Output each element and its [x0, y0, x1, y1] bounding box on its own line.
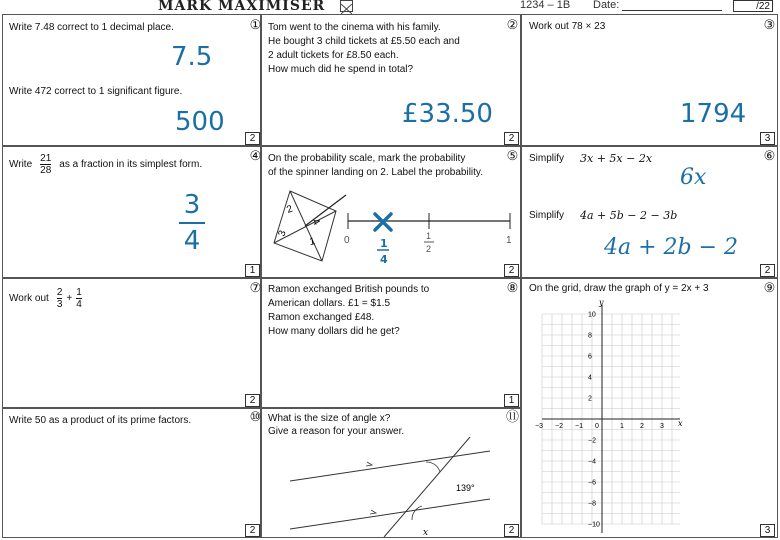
q6-answer-2: 4a + 2b − 2 [604, 235, 739, 260]
q4-frac-den: 28 [40, 165, 52, 176]
q8-line-1: Ramon exchanged British pounds to [268, 284, 430, 295]
q3-text: Work out 78 × 23 [529, 21, 606, 32]
q6-expr-2: 4a + 5b − 2 − 3b [580, 209, 678, 222]
q4-answer-den: 4 [183, 226, 201, 256]
q1-number: ① [249, 17, 262, 32]
date-field[interactable] [622, 10, 722, 11]
question-5-cell [261, 146, 521, 278]
q1-text-a: Write 7.48 correct to 1 decimal place. [9, 22, 174, 33]
q6-answer-1: 6x [680, 165, 707, 190]
spinner-label-1: 1 [308, 236, 316, 248]
q5-marks: 2 [504, 264, 519, 277]
angle-x-label: x [423, 528, 429, 537]
q4-text [9, 153, 202, 176]
y-tick-label: −2 [588, 437, 596, 445]
y-tick-label: −10 [588, 521, 600, 529]
question-10-cell [2, 408, 261, 538]
q5-number: ⑤ [506, 148, 519, 163]
y-tick-label: 6 [588, 353, 592, 361]
x-tick-label: 3 [660, 423, 664, 430]
q11-line-1: What is the size of angle x? [268, 413, 391, 424]
angle-139-label: 139° [456, 483, 475, 493]
q9-marks: 3 [760, 524, 775, 537]
q9-number: ⑨ [763, 280, 776, 295]
axis-label-x: x [678, 419, 683, 428]
q5-line-1: On the probability scale, mark the probability [268, 153, 466, 164]
q3-answer: 1794 [680, 99, 747, 129]
origin-label: 0 [595, 423, 599, 430]
q4-number: ④ [249, 148, 262, 163]
q10-text: Write 50 as a product of its prime factors. [9, 415, 192, 426]
y-tick-label: −6 [588, 479, 596, 487]
spinner-diagram [266, 187, 348, 265]
q2-line-1: Tom went to the cinema with his family. [268, 22, 441, 33]
coordinate-grid [530, 297, 690, 537]
axis-label-y: y [599, 298, 604, 307]
sheet-code: 1234 – 1B [520, 0, 571, 11]
q7-number: ⑦ [249, 280, 262, 295]
q8-line-3: Ramon exchanged £48. [268, 312, 375, 323]
q1-answer-b: 500 [175, 107, 225, 137]
q2-number: ② [506, 17, 519, 32]
envelope-icon [340, 0, 353, 12]
page-header [0, 0, 780, 14]
q2-line-4: How much did he spend in total? [268, 64, 414, 75]
q4-answer-num: 3 [183, 190, 201, 220]
x-tick-label: 1 [620, 423, 624, 430]
q2-line-2: He bought 3 child tickets at £5.50 each and [268, 36, 460, 47]
question-2-cell [261, 14, 521, 146]
y-tick-label: 2 [588, 395, 592, 403]
q7-fraction-1 [57, 287, 63, 310]
scale-one: 1 [506, 235, 512, 246]
scale-half-den: 2 [426, 244, 432, 254]
q1-marks: 2 [245, 132, 260, 145]
q4-answer [179, 189, 205, 257]
question-1-cell [2, 14, 261, 146]
q4-marks: 1 [245, 264, 260, 277]
q3-number: ③ [763, 17, 776, 32]
y-tick-label: 10 [588, 311, 596, 319]
y-tick-label: 4 [588, 374, 592, 382]
q11-line-2: Give a reason for your answer. [268, 426, 405, 437]
parallel-lines-diagram [280, 437, 500, 537]
q8-line-2: American dollars. £1 = $1.5 [268, 298, 391, 309]
q5-answer-num: 1 [380, 237, 388, 250]
date-label: Date: [593, 0, 620, 11]
q9-text: On the grid, draw the graph of y = 2x + 3 [529, 283, 709, 294]
q10-marks: 2 [245, 524, 260, 537]
q3-marks: 3 [760, 132, 775, 145]
spinner-label-3: 3 [276, 229, 289, 239]
q11-number: ⑪ [506, 409, 520, 424]
q8-marks: 1 [504, 394, 519, 407]
q8-line-4: How many dollars did he get? [268, 326, 400, 337]
q6-number: ⑥ [763, 148, 776, 163]
x-tick-label: 2 [640, 423, 644, 430]
y-tick-label: −8 [588, 500, 596, 508]
spinner-label-2: 2 [285, 203, 295, 216]
question-7-cell [2, 278, 261, 408]
q7-operator: + [66, 292, 73, 304]
y-tick-label: 8 [588, 332, 592, 340]
q4-suffix: as a fraction in its simplest form. [59, 158, 203, 170]
y-tick-label: −4 [588, 458, 596, 466]
x-tick-label: −1 [575, 423, 583, 430]
q7-f2-den: 4 [76, 299, 82, 310]
question-4-cell [2, 146, 261, 278]
question-11-cell [261, 408, 521, 538]
q7-prefix: Work out [9, 292, 49, 304]
q1-text-b: Write 472 correct to 1 significant figure. [9, 86, 183, 97]
q6-label-2: Simplify [529, 210, 565, 221]
q4-frac-num: 21 [40, 153, 52, 164]
q7-fraction-2 [76, 287, 82, 310]
total-score: /22 [733, 0, 773, 12]
probability-scale [344, 205, 514, 273]
q1-answer-a: 7.5 [171, 42, 213, 72]
q7-marks: 2 [245, 394, 260, 407]
q2-marks: 2 [504, 132, 519, 145]
q4-fraction [40, 153, 51, 176]
q7-f2-num: 1 [76, 287, 82, 298]
q11-marks: 2 [504, 524, 519, 537]
q6-expr-1: 3x + 5x − 2x [580, 152, 653, 165]
q2-answer: £33.50 [402, 99, 493, 129]
scale-zero: 0 [344, 235, 350, 246]
spinner-label-4: 4 [309, 217, 322, 228]
x-tick-label: −2 [555, 423, 563, 430]
q7-f1-num: 2 [56, 287, 63, 298]
q5-answer-den: 4 [380, 253, 388, 266]
q5-line-2: of the spinner landing on 2. Label the probability. [268, 167, 483, 178]
q4-prefix: Write [9, 158, 33, 170]
q6-marks: 2 [760, 264, 775, 277]
question-6-cell [521, 146, 778, 278]
q10-number: ⑩ [249, 409, 262, 424]
q8-number: ⑧ [506, 280, 519, 295]
x-tick-label: −3 [535, 423, 543, 430]
q2-line-3: 2 adult tickets for £8.50 each. [268, 50, 399, 61]
question-3-cell [521, 14, 778, 146]
scale-half-num: 1 [426, 231, 432, 241]
question-9-cell [521, 278, 778, 538]
question-8-cell [261, 278, 521, 408]
q7-f1-den: 3 [56, 299, 63, 310]
q6-label-1: Simplify [529, 153, 565, 164]
brand-title: MARK MAXIMISER [158, 0, 326, 14]
q7-text [9, 287, 84, 310]
